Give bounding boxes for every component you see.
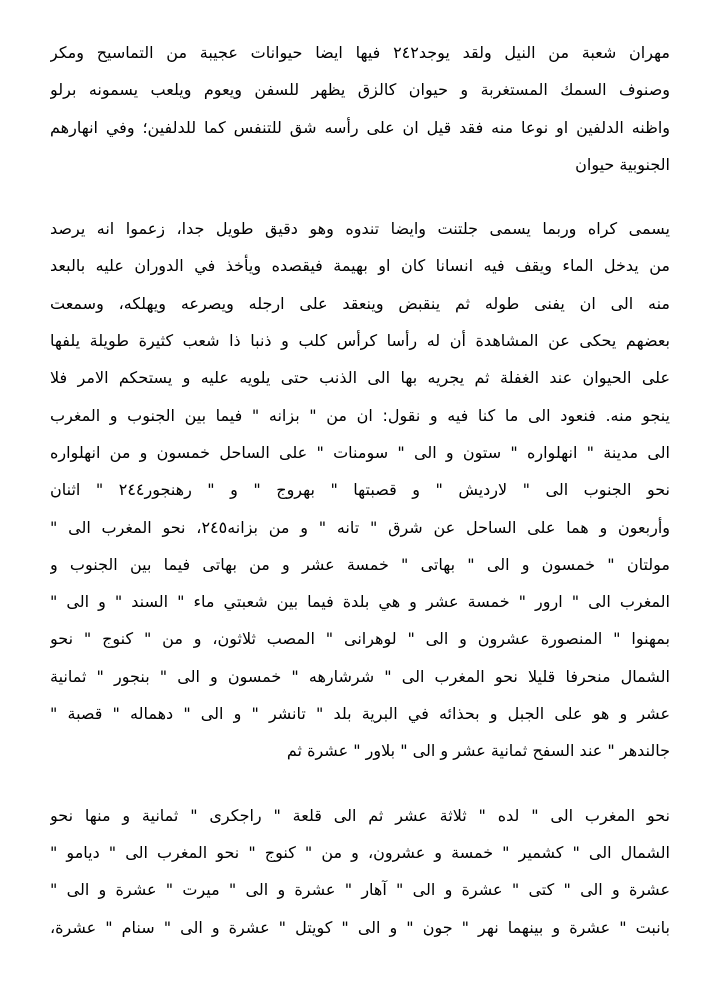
text-line: الجنوبية حيوان bbox=[575, 154, 670, 174]
text-line: بمهنوا " المنصورة عشرون و الى " لوهرانى " المصب ثلاثون، و من " كنوج " نحو bbox=[50, 629, 670, 649]
text-line: الشمال منحرفا قليلا نحو المغرب الى " شرشارهه " خمسون و الى " بنجور " ثمانية bbox=[50, 666, 670, 686]
text-line: وأربعون و هما على الساحل عن شرق " تانه " و من بزانه٢٤٥، نحو المغرب الى " bbox=[50, 517, 670, 537]
text-line: عشرة و الى " كتى " عشرة و الى " آهار " عشرة و الى " ميرت " عشرة و الى " bbox=[50, 880, 670, 900]
paragraph-spacer bbox=[50, 183, 670, 210]
text-line: نحو الجنوب الى " لارديش " و قصبتها " بهروج " و " رهنجور٢٤٤ " اثنان bbox=[50, 480, 670, 500]
paragraph-1 bbox=[50, 34, 670, 183]
text-line: الى مدينة " انهلواره " ستون و الى " سومنات " على الساحل خمسون و من انهلواره bbox=[50, 442, 670, 462]
text-line: منه الى ان يفنى طوله ثم ينقبض وينعقد على ارجله ويصرعه ويهلكه، وسمعت bbox=[50, 293, 670, 313]
text-line: نحو المغرب الى " لده " ثلاثة عشر ثم الى قلعة " راجكرى " ثمانية و منها نحو bbox=[50, 805, 670, 825]
text-line: جالندهر " عند السفح ثمانية عشر و الى " بلاور " عشرة ثم bbox=[286, 741, 670, 761]
text-line: المغرب الى " ارور " خمسة عشر و هي بلدة فيما بين شعبتي ماء " السند " و الى " bbox=[50, 592, 670, 612]
text-line: بعضهم يحكى عن المشاهدة أن له رأسا كرأس كلب و ذنبا ذا شعب كثيرة طويلة يلفها bbox=[50, 331, 670, 351]
text-line: مولتان " خمسون و الى " بهاتى " خمسة عشر و من بهاتى فيما بين الجنوب و bbox=[50, 554, 670, 574]
text-line: على الحيوان عند الغفلة ثم يجريه بها الى الذنب حتى يلويه عليه و يستحكم الامر فلا bbox=[50, 368, 670, 388]
text-line: الشمال الى " كشمير " خمسة و عشرون، و من " كنوج " نحو المغرب الى " ديامو " bbox=[50, 842, 670, 862]
text-line: وصنوف السمك المستغربة و حيوان كالزق يظهر للسفن ويعوم ويلعب يسمونه برلو bbox=[50, 80, 670, 100]
text-line: ينجو منه. فنعود الى ما كنا فيه و نقول: ان من " بزانه " فيما بين الجنوب و المغرب bbox=[50, 405, 670, 425]
text-line: مهران شعبة من النيل ولقد يوجد٢٤٢ فيها ايضا حيوانات عجيبة من التماسيح ومكر bbox=[50, 43, 670, 62]
paragraph-spacer bbox=[50, 770, 670, 797]
paragraph-2 bbox=[50, 210, 670, 769]
text-line: عشر و هو على الجبل و بحذائه في البرية بلد " تانشر " و الى " دهماله " قصبة " bbox=[50, 704, 670, 724]
text-line: بانبت " عشرة و بينهما نهر " جون " و الى " كويتل " عشرة و الى " سنام " عشرة، bbox=[50, 917, 670, 937]
text-line: يسمى كراه وربما يسمى جلتنت وايضا تندوه وهو دقيق طويل جدا، زعموا انه يرصد bbox=[50, 219, 670, 239]
text-line: واظنه الدلفين او نوعا منه فقد قيل ان على رأسه شق للتنفس كما للدلفين؛ وفي انهارهم bbox=[50, 117, 670, 137]
paragraph-3 bbox=[50, 797, 670, 946]
text-line: من يدخل الماء ويقف فيه انسانا كان او بهيمة فيقصده ويأخذ في الدوران عليه بالبعد bbox=[50, 256, 670, 276]
